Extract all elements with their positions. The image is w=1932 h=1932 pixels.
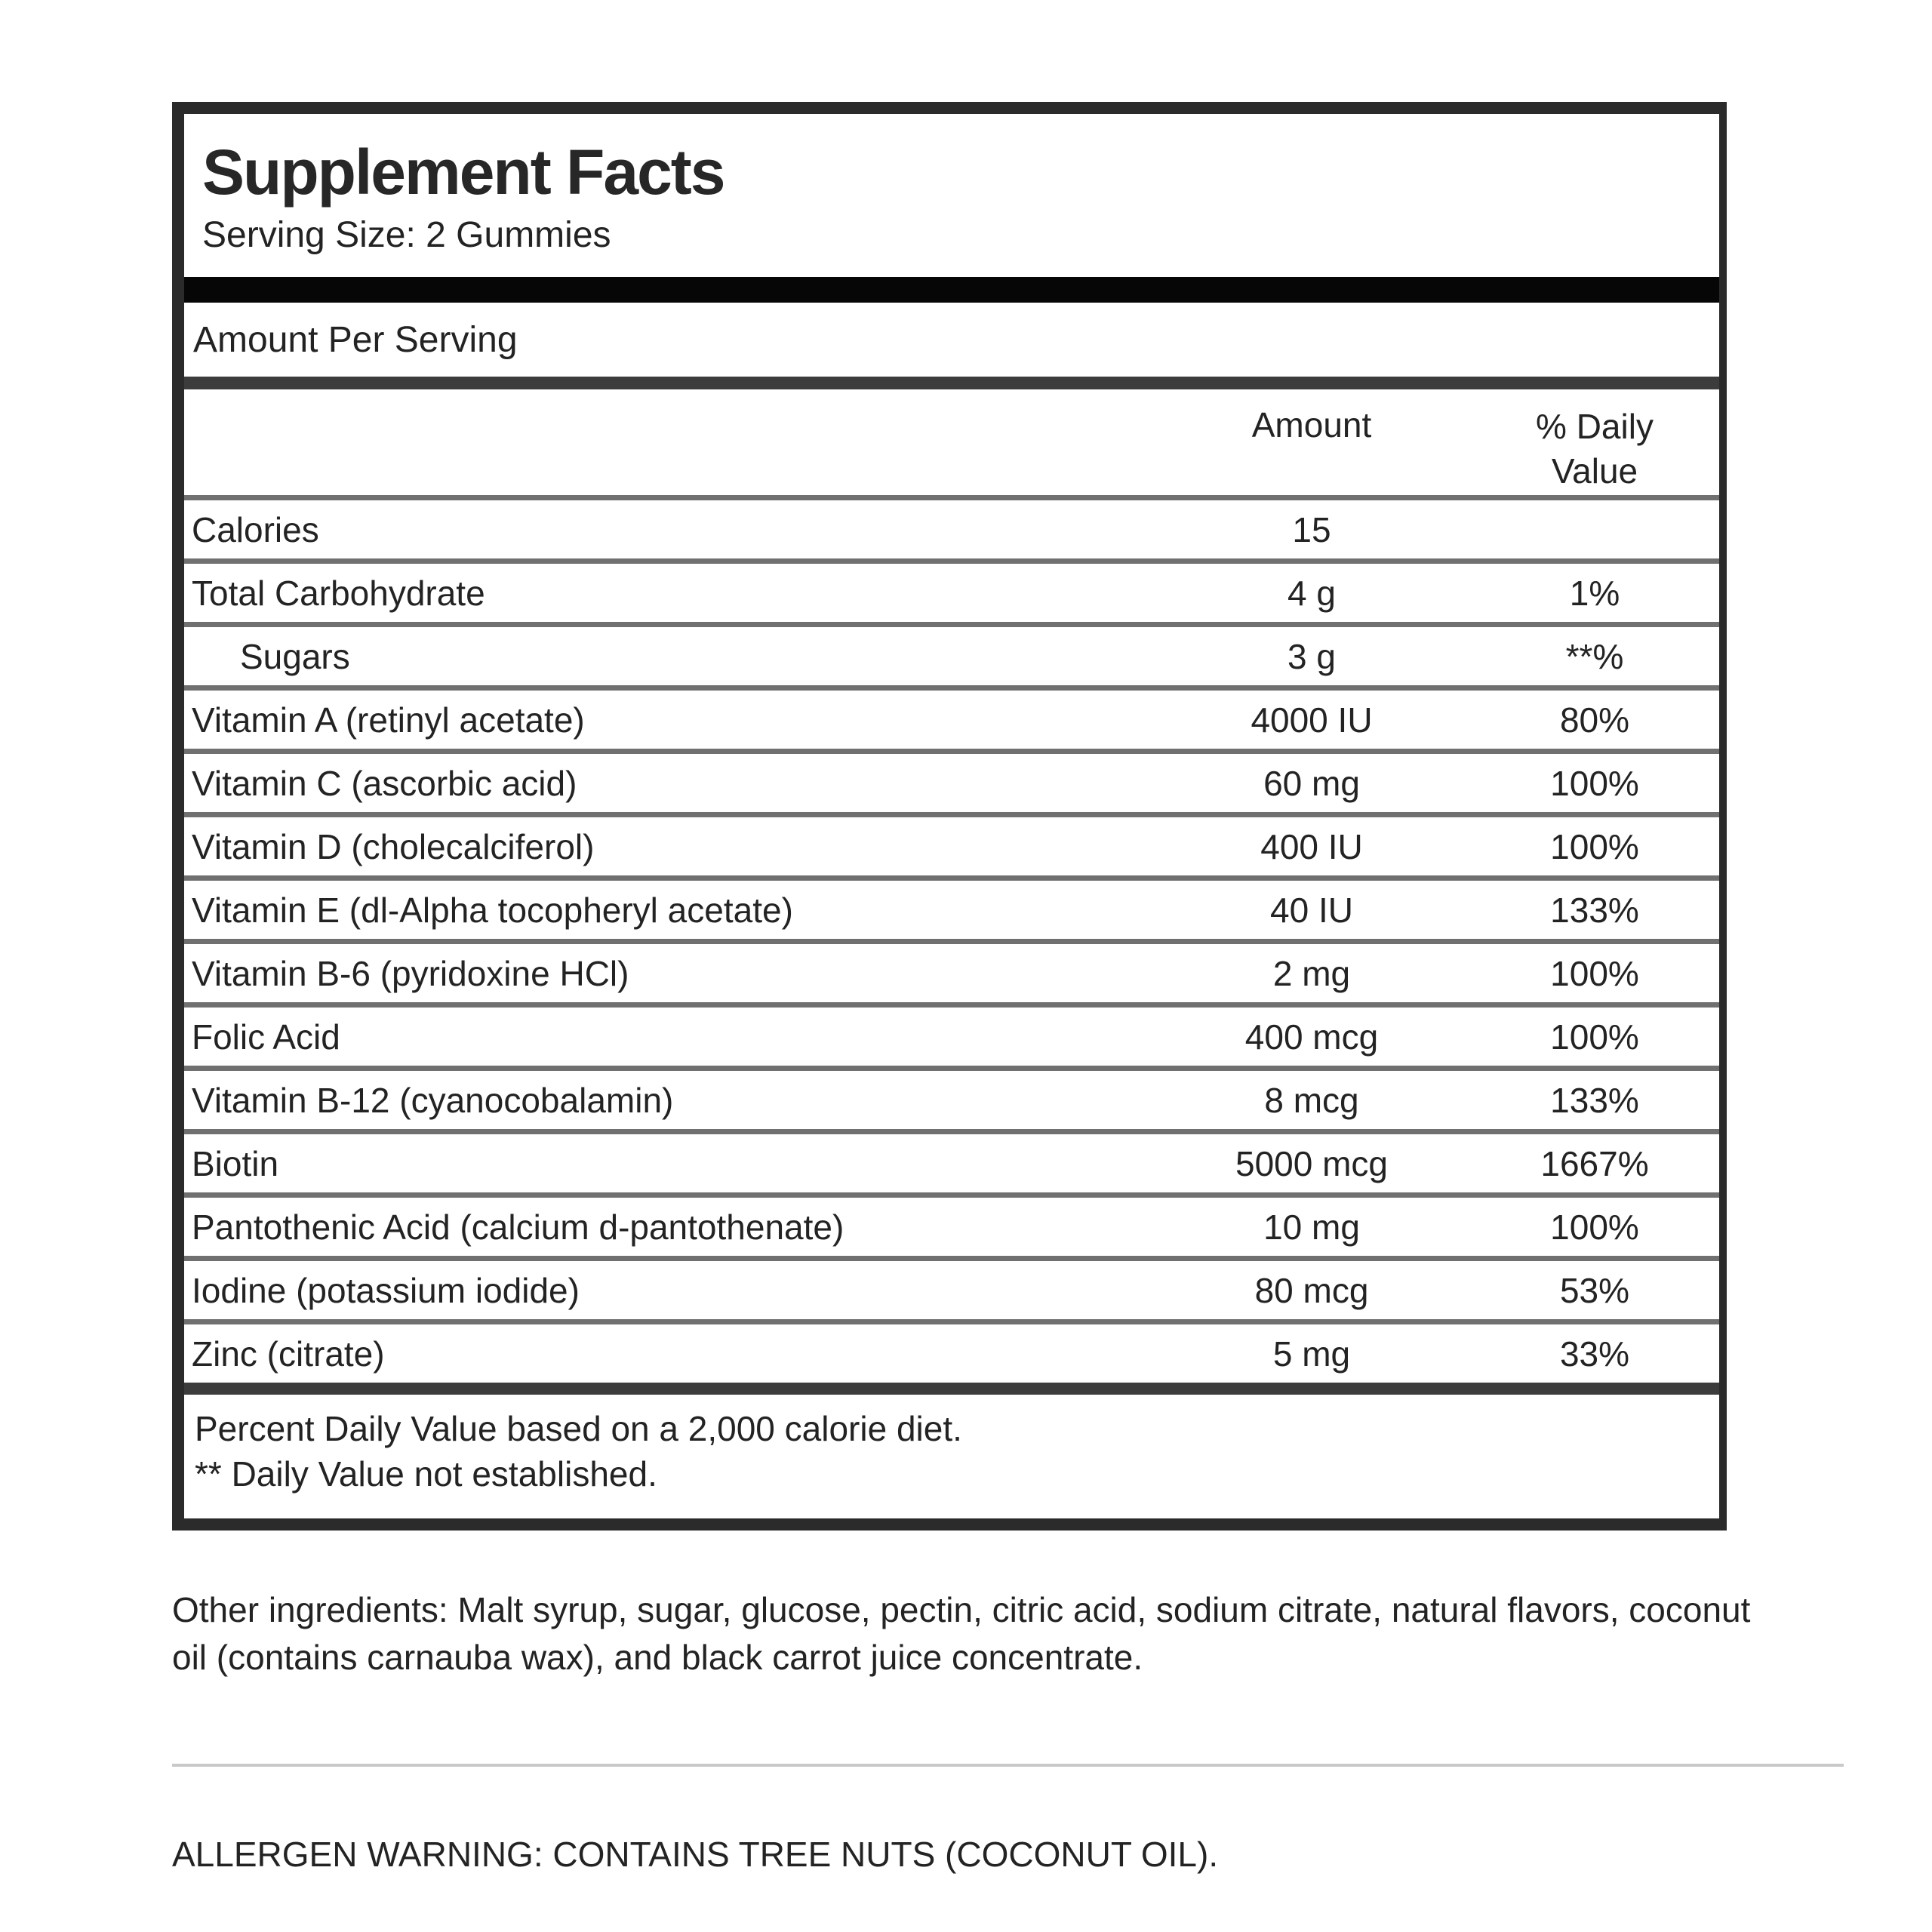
nutrient-amount: 400 IU <box>1260 826 1363 866</box>
nutrient-daily-value: 53% <box>1559 1270 1630 1310</box>
nutrient-amount: 10 mg <box>1263 1207 1360 1247</box>
panel-header <box>184 114 1719 277</box>
nutrient-daily-value: 133% <box>1550 1080 1639 1120</box>
nutrient-name: Vitamin B-6 (pyridoxine HCl) <box>192 953 629 993</box>
other-ingredients-paragraph: Other ingredients: Malt syrup, sugar, glucose, pectin, citric acid, sodium citrate, natural flavors, coconut oil (contains carnauba wax), and black carrot juice concentrate. <box>172 1590 1751 1677</box>
nutrient-amount: 2 mg <box>1272 953 1351 993</box>
nutrient-amount: 80 mcg <box>1254 1270 1369 1310</box>
supplement-facts-panel <box>172 102 1727 1531</box>
nutrient-amount: 4000 IU <box>1251 700 1373 740</box>
horizontal-divider <box>172 1764 1844 1767</box>
table-row <box>184 812 1719 875</box>
nutrient-name: Zinc (citrate) <box>192 1334 385 1374</box>
nutrient-daily-value: 100% <box>1550 953 1639 993</box>
nutrient-name: Iodine (potassium iodide) <box>192 1270 580 1310</box>
table-row <box>184 1002 1719 1066</box>
nutrient-daily-value: 1% <box>1569 573 1620 613</box>
table-row <box>184 622 1719 685</box>
facts-table <box>184 389 1719 1383</box>
nutrient-name: Calories <box>192 509 319 549</box>
nutrient-daily-value: **% <box>1565 636 1624 676</box>
daily-value-header-lines <box>1470 389 1719 494</box>
nutrient-amount: 4 g <box>1287 573 1336 613</box>
section-rule-bottom <box>184 1383 1719 1395</box>
nutrient-daily-value: 100% <box>1550 1207 1639 1247</box>
nutrient-name: Sugars <box>240 636 350 676</box>
table-row <box>184 1192 1719 1256</box>
nutrient-name: Vitamin E (dl-Alpha tocopheryl acetate) <box>192 890 793 930</box>
table-row <box>184 1319 1719 1383</box>
nutrient-daily-value: 133% <box>1550 890 1639 930</box>
nutrient-amount: 15 <box>1292 509 1331 549</box>
nutrient-amount: 60 mg <box>1263 763 1360 803</box>
facts-table-header <box>184 389 1719 495</box>
serving-size: Serving Size: 2 Gummies <box>202 215 611 256</box>
daily-value-header-line1: % Daily <box>1536 407 1654 447</box>
nutrient-name: Biotin <box>192 1143 279 1183</box>
nutrient-amount: 5 mg <box>1272 1334 1351 1374</box>
table-row <box>184 749 1719 812</box>
section-rule <box>184 377 1719 389</box>
footnote-block <box>184 1395 1719 1518</box>
nutrient-name: Vitamin C (ascorbic acid) <box>192 763 577 803</box>
table-row <box>184 1256 1719 1319</box>
nutrient-amount: 400 mcg <box>1244 1017 1379 1057</box>
daily-value-column-header <box>1470 389 1719 495</box>
allergen-warning: ALLERGEN WARNING: CONTAINS TREE NUTS (COCONUT OIL). <box>172 1835 1219 1874</box>
nutrient-amount: 5000 mcg <box>1235 1143 1388 1183</box>
nutrient-daily-value: 80% <box>1559 700 1630 740</box>
nutrient-daily-value: 100% <box>1550 826 1639 866</box>
facts-table-body <box>184 495 1719 1383</box>
table-row <box>184 875 1719 939</box>
nutrient-name: Pantothenic Acid (calcium d-pantothenate) <box>192 1207 844 1247</box>
nutrient-name: Vitamin B-12 (cyanocobalamin) <box>192 1080 674 1120</box>
table-row <box>184 558 1719 622</box>
panel-title: Supplement Facts <box>202 137 724 208</box>
nutrient-name: Total Carbohydrate <box>192 573 485 613</box>
header-spacer <box>184 389 1153 495</box>
table-row <box>184 939 1719 1002</box>
footnote-not-established: ** Daily Value not established. <box>195 1454 657 1494</box>
nutrient-amount: 40 IU <box>1270 890 1353 930</box>
nutrient-daily-value: 100% <box>1550 1017 1639 1057</box>
nutrient-amount: 3 g <box>1287 636 1336 676</box>
thick-black-rule <box>184 277 1719 303</box>
daily-value-header-line2: Value <box>1551 451 1638 491</box>
table-row <box>184 685 1719 749</box>
footnote-daily-value: Percent Daily Value based on a 2,000 calorie diet. <box>195 1409 962 1449</box>
table-row <box>184 495 1719 558</box>
nutrient-daily-value: 100% <box>1550 763 1639 803</box>
amount-per-serving-row <box>184 303 1719 377</box>
nutrient-name: Vitamin D (cholecalciferol) <box>192 826 595 866</box>
nutrient-amount: 8 mcg <box>1264 1080 1359 1120</box>
amount-per-serving-label: Amount Per Serving <box>193 319 518 360</box>
nutrient-daily-value: 33% <box>1559 1334 1630 1374</box>
nutrient-daily-value: 1667% <box>1540 1143 1649 1183</box>
table-row <box>184 1066 1719 1129</box>
nutrient-name: Vitamin A (retinyl acetate) <box>192 700 585 740</box>
nutrient-name: Folic Acid <box>192 1017 340 1057</box>
table-row <box>184 1129 1719 1192</box>
amount-column-header: Amount <box>1251 405 1372 445</box>
